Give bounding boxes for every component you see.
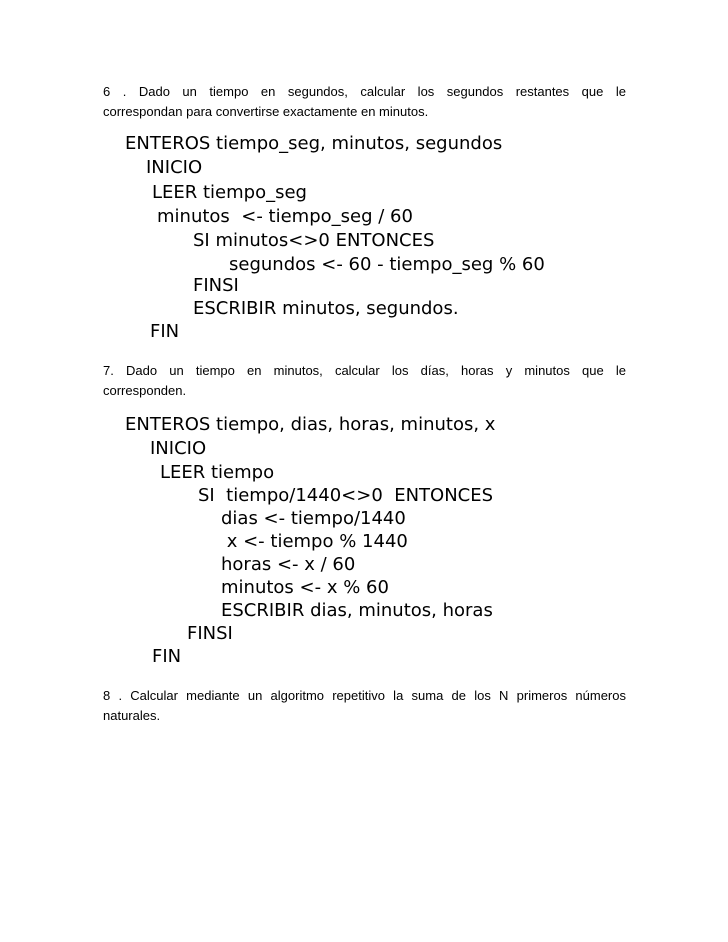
code6-line-si: SI minutos<>0 ENTONCES (193, 230, 435, 251)
code7-line-si: SI tiempo/1440<>0 ENTONCES (198, 485, 494, 506)
problem-8-statement (103, 686, 626, 726)
code6-line-escribir: ESCRIBIR minutos, segundos. (193, 298, 459, 319)
code7-line-assign-x: x <- tiempo % 1440 (221, 531, 408, 552)
problem-8-line-2: naturales. (103, 708, 161, 723)
problem-7-line-2: corresponden. (103, 383, 187, 398)
code7-line-fin: FIN (152, 646, 182, 667)
code6-line-assign-segundos: segundos <- 60 - tiempo_seg % 60 (229, 254, 545, 275)
code7-line-finsi: FINSI (187, 623, 233, 644)
code7-line-assign-horas: horas <- x / 60 (221, 554, 356, 575)
code6-line-leer: LEER tiempo_seg (152, 182, 307, 203)
code6-line-finsi: FINSI (193, 275, 239, 296)
code7-line-escribir: ESCRIBIR dias, minutos, horas (221, 600, 493, 621)
code7-line-declaration: ENTEROS tiempo, dias, horas, minutos, x (125, 414, 496, 435)
code7-line-leer: LEER tiempo (160, 462, 275, 483)
code6-line-declaration: ENTEROS tiempo_seg, minutos, segundos (125, 133, 503, 154)
problem-6-line-1: 6 . Dado un tiempo en segundos, calcular los segundos restantes que le (103, 84, 626, 99)
code7-line-assign-minutos: minutos <- x % 60 (221, 577, 389, 598)
problem-7-line-1: 7. Dado un tiempo en minutos, calcular los días, horas y minutos que le (103, 363, 626, 378)
problem-6-statement (103, 82, 626, 122)
problem-7-statement (103, 361, 626, 401)
code6-line-inicio: INICIO (146, 157, 203, 178)
code6-line-fin: FIN (150, 321, 180, 342)
code7-line-assign-dias: dias <- tiempo/1440 (221, 508, 406, 529)
code6-line-assign-minutos: minutos <- tiempo_seg / 60 (157, 206, 413, 227)
code7-line-inicio: INICIO (150, 438, 207, 459)
problem-6-line-2: correspondan para convertirse exactamente en minutos. (103, 104, 429, 119)
problem-8-line-1: 8 . Calcular mediante un algoritmo repetitivo la suma de los N primeros números (103, 688, 626, 703)
